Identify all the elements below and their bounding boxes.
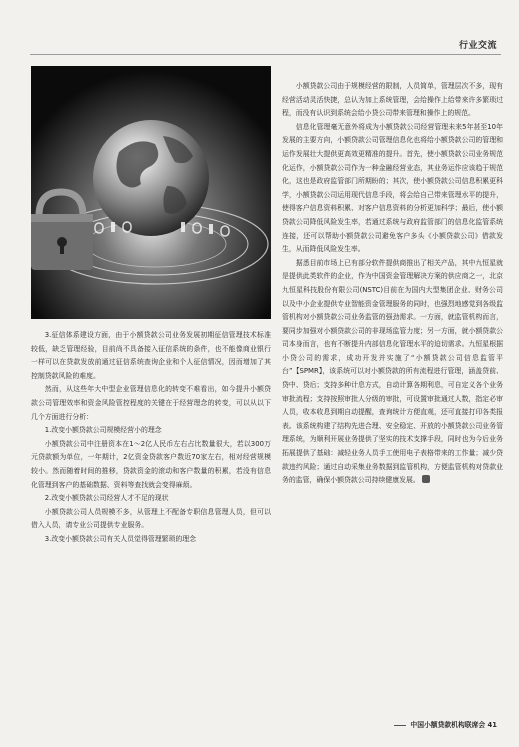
- paragraph-text: 据悉目前市场上已有部分软件提供商推出了相关产品，其中九恒星就是提供此类软件的企业，作为中国资金管理解决方案的供应商之一，北京九恒星科技股份有限公司(NSTC)目前在为国内大型集团企业、财务公司以及中小企业提供专业智能资金管理服务的同时，也强烈地感觉到各级监管机构对小额贷款公司业务监管的强劲需求。一方面，就监管机构而言，要同步加强对小额贷款公司的非现场监管力度；另一方面，就小额贷款公司本身而言，也有不断提升内部信息化管理水平的迫切需求。九恒星根据小贷公司的需求，成功开发并实施了“小额贷款公司信息监管平台”【SPMR】，该系统可以对小额贷款的所有流程进行管理，涵盖贷前、贷中、贷后；支持多种计息方式，自动计算各期利息，可自定义各个业务审批流程；支持按照审批人分级的审批，可设置审批通过人数，指定必审人员，收本收息到期自动提醒，查询统计方便直观，还可直接打印各类报表。该系统构建了结构先进合理、安全稳定、开放的小额贷款公司业务管理系统，为顺利开展业务提供了坚实的技术支撑手段，同时也为今后业务拓展提供了基础：减轻业务人员手工使用电子表格带来的工作量；减少贷款违约风险；通过自动采集业务数据到监管机构，方便监管机构对贷款业务的监管，确保小额贷款公司持续健康发展。: [282, 258, 503, 485]
- paragraph: 小额贷款公司人员规模不多，从管理上不配备专职信息管理人员，但可以借入人员，请专业公司提供专业服务。: [31, 507, 271, 530]
- paragraph: 3.征信体系建设方面，由于小额贷款公司业务发展初期征信管理技术标准较低，缺乏管理经验，目前尚不具备接入征信系统的条件，也不能像商业银行一样可以在贷款发放前通过征信系统查询企业和个人征信情况，因而增加了其控制贷款风险的难度。: [31, 331, 271, 380]
- paragraph: 小额贷款公司由于规模经营的限制，人员简单，管理层次不多，现有经营活动灵活快捷，总认为加上系统管理，会给操作上给带来许多繁琐过程，而没有认识到系统会给小贷公司带来管理和操作上的规范。: [282, 82, 503, 118]
- section-heading: 2.改变小额贷款公司经营人才不足的现状: [44, 494, 169, 503]
- paragraph: [282, 257, 503, 488]
- paragraph: 然而，从这些年大中型企业管理信息化的转变不难看出，如今提升小额贷款公司管理效率和资金风险管控程度的关键在于经营理念的转变，可以从以下几个方面进行分析：: [31, 385, 271, 421]
- paragraph: 信息化管理毫无意外将成为小额贷款公司经营管理未来5年甚至10年发展的主要方向，小额贷款公司管理信息化也将给小额贷款公司的管理和运作发展壮大提供更高效更精准的提升。首先，使小额贷款公司业务规范化运作，小额贷款公司作为一种金融经营业态，其业务运作应该趋于规范化，这也是政府监管部门所期盼的；其次，使小额贷款公司信息积累更科学，小额贷款公司运用现代信息手段，将会给自己带来管理水平的提升，使得客户信息资料积累、对客户信息资料的分析更加科学；最后，使小额贷款公司降低风险发生率，若通过系统与政府监管部门的信息化监管系统连接，还可以帮助小额贷款公司避免客户多头《小额贷款公司》借款发生，从而降低风险发生率。: [282, 122, 503, 254]
- footer-rule: [394, 725, 406, 726]
- paragraph: 小额贷款公司中注册资本在1～2亿人民币左右占比数量很大，若以300万元贷款额为单位，一年期计，2亿资金贷款客户数近70家左右，相对经营规模较小。然而随着时间的推移，贷款资金的滚动和客户数量的积累，若没有信息化管理到客户的基础数据、资料等查找就会变得麻烦。: [31, 439, 271, 489]
- page-footer: [394, 719, 497, 729]
- left-text-column: [31, 329, 271, 547]
- globe-lock-image: [31, 66, 271, 319]
- end-of-article-icon: [422, 475, 430, 483]
- globe-lock-illustration: [31, 66, 271, 319]
- section-title: 行业交流: [458, 41, 497, 51]
- right-text-column: [282, 80, 503, 488]
- footer-text: 中国小额贷款机构联席会 41: [410, 721, 497, 729]
- header-divider: [30, 54, 501, 55]
- section-heading: 3.改变小额贷款公司有关人员觉得管理繁琐的理念: [44, 534, 197, 543]
- section-heading: 1.改变小额贷款公司规模经营小的理念: [44, 426, 162, 435]
